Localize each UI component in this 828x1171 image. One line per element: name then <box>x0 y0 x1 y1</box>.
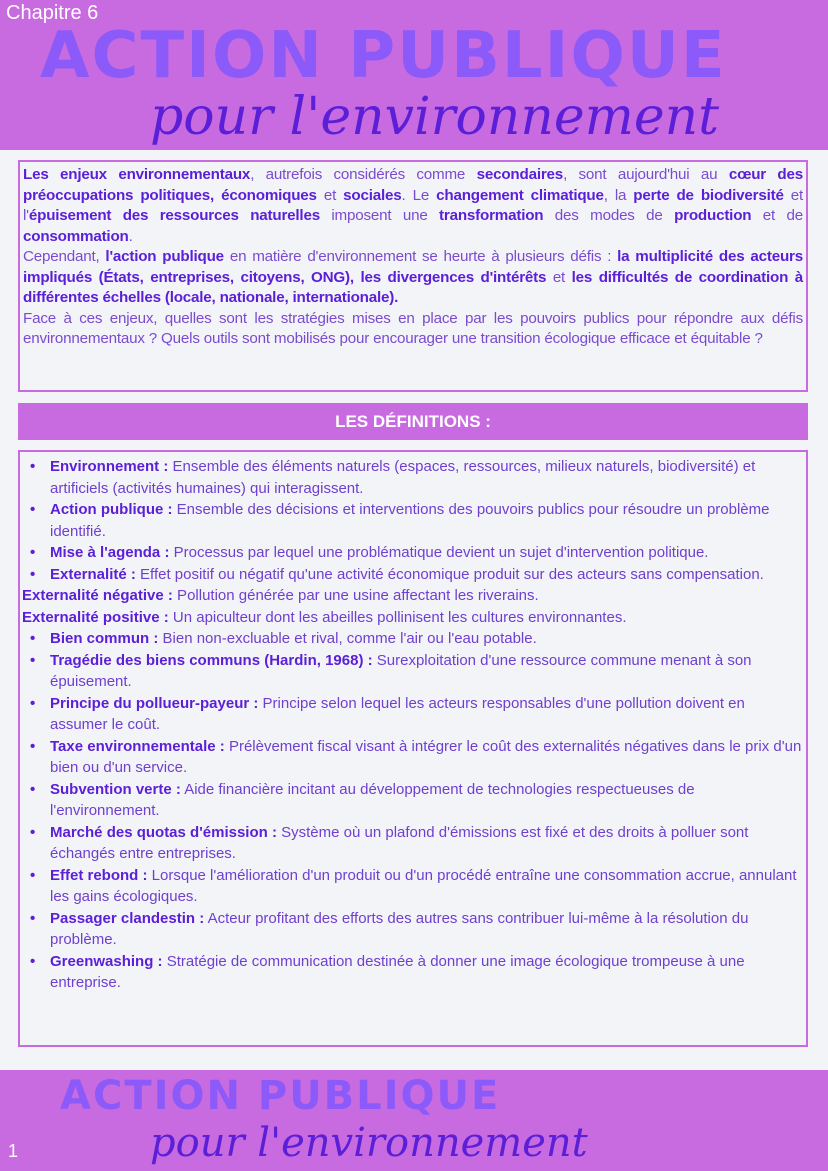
footer-title-script: pour l'environnement <box>150 1120 588 1166</box>
bold-text: consommation <box>23 227 129 245</box>
definition-term: Bien commun : <box>50 630 159 647</box>
text: des modes de <box>543 207 675 224</box>
text: et de <box>751 207 803 224</box>
definition-text: Principe selon lequel les acteurs responsables d'une pollution doivent en assumer le coût. <box>50 694 745 733</box>
definition-term: Environnement : <box>50 458 169 475</box>
definition-term: Subvention verte : <box>50 780 181 798</box>
footer-banner <box>0 1070 828 1171</box>
page-number: 1 <box>8 1141 19 1161</box>
definitions-heading: LES DÉFINITIONS : <box>18 403 808 440</box>
definition-text: Pollution générée par une usine affectant les riverains. <box>172 587 539 604</box>
definition-term: Externalité négative : <box>22 587 173 604</box>
intro-paragraph <box>23 165 803 247</box>
text: , la <box>603 186 634 204</box>
text: et <box>316 186 344 204</box>
text: , sont aujourd'hui au <box>563 166 729 183</box>
definition-item <box>20 499 806 542</box>
definition-term: Effet rebond : <box>50 866 148 884</box>
definition-text: Aide financière incitant au développement de technologies respectueuses de l'environnement. <box>50 780 695 819</box>
definition-item <box>20 736 806 779</box>
definition-text: Ensemble des décisions et interventions des pouvoirs publics pour résoudre un problème identifié. <box>50 501 770 540</box>
definition-text: Processus par lequel une problématique devient un sujet d'intervention politique. <box>169 544 709 561</box>
definition-text: Ensemble des éléments naturels (espaces, ressources, milieux naturels, biodiversité) et artificiels (activités humaines) qui interagissent. <box>50 458 756 497</box>
intro-box <box>18 160 808 392</box>
definition-item <box>20 908 806 951</box>
definition-item <box>20 693 806 736</box>
text: . <box>128 227 133 245</box>
bold-text: cœur des préoccupations politiques, économiques <box>23 166 803 204</box>
definition-term: Taxe environnementale : <box>50 737 225 755</box>
bold-text: secondaires <box>476 166 564 183</box>
bold-text: changement climatique <box>436 186 604 204</box>
definition-term: Mise à l'agenda : <box>50 544 170 561</box>
text: imposent une <box>319 207 439 224</box>
intro-paragraph <box>23 309 803 350</box>
text: et l' <box>23 186 803 224</box>
definition-item <box>20 865 806 908</box>
text: Face à ces enjeux, quelles sont les stratégies mises en place par les pouvoirs publics pour répondre aux défis environnementaux ? Quels outils sont mobilisés pour encourager une transition écologique efficace et équitable ? <box>23 309 803 347</box>
definition-text: Prélèvement fiscal visant à intégrer le coût des externalités négatives dans le prix d'un bien ou d'un service. <box>50 737 802 776</box>
definition-text: Effet positif ou négatif qu'une activité économique produit sur des acteurs sans compensation. <box>135 565 764 583</box>
intro-paragraph <box>23 247 803 309</box>
title-main: ACTION PUBLIQUE <box>40 19 727 93</box>
definition-text: Lorsque l'amélioration d'un produit ou d'un procédé entraîne une consommation accrue, annulant les gains écologiques. <box>50 866 797 905</box>
definition-term: Marché des quotas d'émission : <box>50 823 277 841</box>
definition-item <box>20 607 806 629</box>
bold-text: sociales <box>343 186 402 204</box>
definition-item <box>20 951 806 994</box>
text: . Le <box>401 186 437 204</box>
definition-item <box>20 779 806 822</box>
definition-term: Externalité : <box>50 565 136 583</box>
bold-text: perte de biodiversité <box>633 186 784 204</box>
bold-text: l'action publique <box>105 248 224 265</box>
definition-term: Passager clandestin : <box>50 909 205 927</box>
bold-text: la multiplicité des acteurs impliqués (États, entreprises, citoyens, ONG), les divergences d'intérêts <box>23 248 803 286</box>
definition-item <box>20 628 806 650</box>
definition-text: Stratégie de communication destinée à donner une image écologique trompeuse à une entreprise. <box>50 952 745 991</box>
bold-text: épuisement des ressources naturelles <box>28 207 320 224</box>
bold-text: Les enjeux environnementaux <box>23 166 251 183</box>
definition-text: Acteur profitant des efforts des autres sans contribuer lui-même à la résolution du problème. <box>50 909 749 948</box>
header-banner <box>0 0 828 150</box>
definition-item <box>20 585 806 607</box>
definition-item <box>20 822 806 865</box>
definitions-list <box>18 450 808 1047</box>
title-script: pour l'environnement <box>150 87 720 147</box>
text: et <box>546 268 572 286</box>
definition-item <box>20 650 806 693</box>
definition-term: Greenwashing : <box>50 952 163 970</box>
text: en matière d'environnement se heurte à plusieurs défis : <box>223 248 618 265</box>
definition-text: Bien non-excluable et rival, comme l'air ou l'eau potable. <box>158 630 537 647</box>
chapter-label: Chapitre 6 <box>6 2 99 24</box>
definition-item <box>20 456 806 499</box>
footer-title-main: ACTION PUBLIQUE <box>60 1073 501 1119</box>
bold-text: production <box>674 207 752 224</box>
definition-term: Tragédie des biens communs (Hardin, 1968) : <box>50 651 373 669</box>
definition-term: Action publique : <box>50 501 173 518</box>
definition-text: Surexploitation d'une ressource commune menant à son épuisement. <box>50 651 752 690</box>
text: , autrefois considérés comme <box>250 166 477 183</box>
bold-text: les difficultés de coordination à différentes échelles (locale, nationale, internationale). <box>23 268 804 306</box>
definition-text: Système où un plafond d'émissions est fixé et des droits à polluer sont échangés entre entreprises. <box>50 823 749 862</box>
definition-item <box>20 564 806 586</box>
definition-text: Un apiculteur dont les abeilles pollinisent les cultures environnantes. <box>168 608 627 626</box>
definition-item <box>20 542 806 564</box>
bold-text: transformation <box>439 207 544 224</box>
definition-term: Externalité positive : <box>22 608 169 626</box>
definition-term: Principe du pollueur-payeur : <box>50 694 259 712</box>
text: Cependant, <box>23 248 106 265</box>
